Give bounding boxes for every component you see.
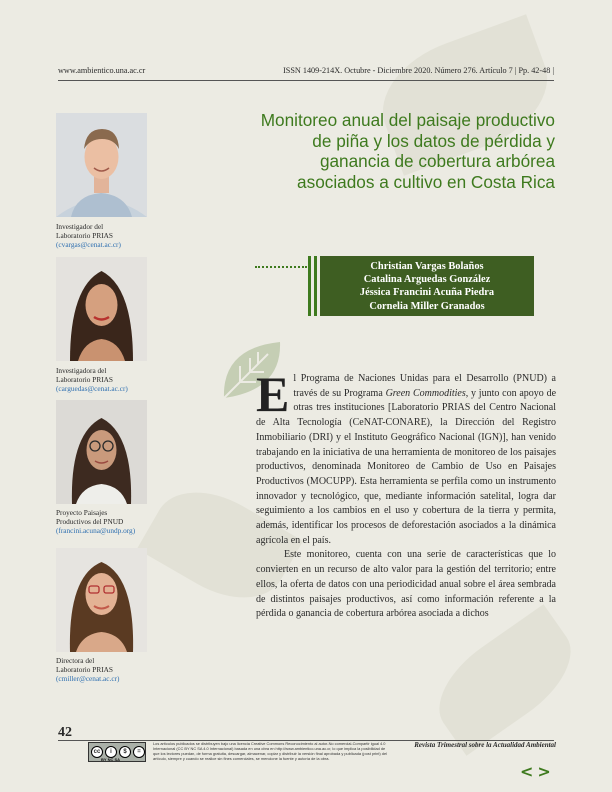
paragraph: Este monitoreo, cuenta con una serie de características que lo convierten en un recurso de alto valor para la gestión del territorio; entre ellos, la oferta de datos con una periodicidad anual sobre el área sembrada de distintos paisajes productivos, así como información referente a la pérdida o ganancia de cobertura arbórea asociada a dichos	[256, 549, 556, 620]
page-navigation	[520, 762, 555, 781]
cc-license-badge[interactable]	[88, 742, 146, 762]
background-leaf	[421, 604, 590, 756]
journal-url[interactable]: www.ambientico.una.ac.cr	[58, 66, 146, 75]
author-email[interactable]: (cvargas@cenat.ac.cr)	[56, 240, 121, 250]
author-photo	[56, 400, 147, 504]
author-photo	[56, 113, 147, 217]
header-divider	[58, 80, 554, 81]
author-name: Cornelia Miller Granados	[369, 300, 485, 312]
chevron-right-icon[interactable]: >	[537, 762, 555, 781]
author-name: Catalina Arguedas González	[363, 274, 491, 286]
author-photo	[56, 257, 147, 361]
license-text: Los artículos publicados se distribuyen bajo una licencia Creative Commons Reconocimiento al autor-No comercial-Compartir igual 4.0 Internacional (CC BY NC SA 4.0 Internacional) basada en una obra en http://www.ambientico.una.ac.cr, lo que implica la posibilidad de que los lectores puedan, de forma gratuita, descargar, almacenar, copiar y distribuir la versión final aprobada y publicada (post print) del artículo, siempre y cuando se realice sin fines comerciales, se mencione la fuente y autoría de la obra.	[153, 741, 387, 761]
issn-line: ISSN 1409-214X. Octubre - Diciembre 2020. Número 276. Artículo 7 | Pp. 42-48 |	[283, 66, 554, 75]
by-icon: i	[105, 746, 117, 758]
article-title: Monitoreo anual del paisaje productivo de piña y los datos de pérdida y ganancia de cobertura arbórea asociados a cultivo en Costa Rica	[260, 110, 555, 192]
chevron-left-icon[interactable]: <	[520, 762, 538, 781]
author-email[interactable]: (carguedas@cenat.ac.cr)	[56, 384, 128, 394]
nc-icon: $	[119, 746, 131, 758]
accent-bars	[307, 256, 319, 316]
paragraph: El Programa de Naciones Unidas para el Desarrollo (PNUD) a través de su Programa Green Commodities, y junto con apoyo de otras tres instituciones [Laboratorio PRIAS del Centro Nacional de Alta Tecnología (CeNAT-CONARE), la Dirección del Registro Inmobiliario (DRI) y el Instituto Geográfico Nacional (IGN)], han venido trabajando en la iniciativa de una herramienta de monitoreo de los paisajes productivos, denominada Monitoreo de Cambio de Uso en Paisajes Productivos (MOCUPP). Esta herramienta se perfila como un instrumento innovador y tecnológico, que, mediante información satelital, logra dar seguimiento a los cambios en el uso y cobertura de la tierra y permita, además, identificar los procesos de deforestación asociados a la dinámica agrícola en el país.	[256, 366, 557, 546]
journal-name: Revista Trimestral sobre la Actualidad Ambiental	[414, 741, 556, 749]
author-email[interactable]: (francini.acuna@undp.org)	[56, 526, 136, 536]
running-header	[58, 66, 554, 80]
sa-icon: =	[133, 746, 145, 758]
article-body	[256, 366, 557, 622]
author-caption: Directora del Laboratorio PRIAS (cmiller@cenat.ac.cr)	[56, 656, 166, 684]
author-caption: Investigadora del Laboratorio PRIAS (carguedas@cenat.ac.cr)	[56, 366, 166, 394]
author-name: Christian Vargas Bolaños	[370, 261, 484, 272]
cc-icon: cc	[91, 746, 103, 758]
author-email[interactable]: (cmiller@cenat.ac.cr)	[56, 674, 120, 684]
author-photo	[56, 548, 147, 652]
authors-box	[320, 256, 534, 316]
cc-badge-text: BY NC SA	[101, 757, 121, 762]
drop-cap: E	[256, 366, 290, 422]
author-caption: Investigador del Laboratorio PRIAS (cvargas@cenat.ac.cr)	[56, 222, 166, 250]
page-number: 42	[58, 725, 72, 740]
author-caption: Proyecto Paisajes Productivos del PNUD (francini.acuna@undp.org)	[56, 508, 166, 536]
dotted-rule	[255, 266, 307, 268]
author-name: Jéssica Francini Acuña Piedra	[359, 287, 495, 299]
